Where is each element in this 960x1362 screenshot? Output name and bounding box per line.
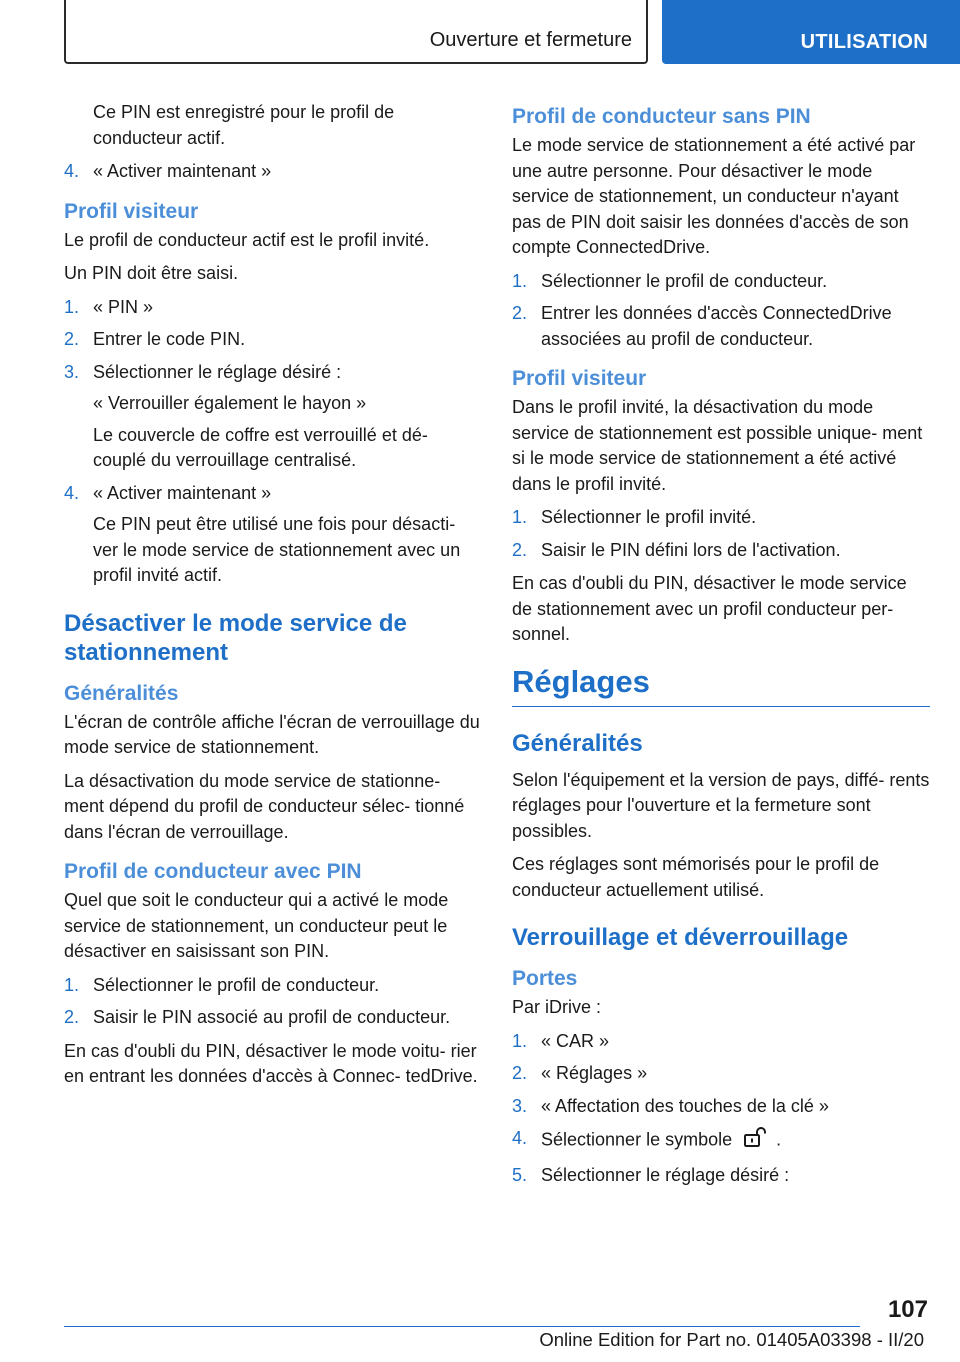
step-text: Sélectionner le profil de conducteur. <box>93 974 380 995</box>
list-item <box>64 327 482 353</box>
header-chapter-box <box>64 0 648 64</box>
list-item <box>64 360 482 474</box>
list-item <box>512 1061 930 1087</box>
general-paragraph-2: Ces réglages sont mémorisés pour le profil de conducteur actuellement utilisé. <box>512 854 880 900</box>
step-sub-text: Ce PIN peut être utilisé une fois pour désacti‐ ver le mode service de stationnement avec un profil invité actif. <box>93 514 461 585</box>
step-number: 1. <box>64 296 80 317</box>
step-number: 4. <box>512 1128 528 1148</box>
no-pin-profile-heading: Profil de conducteur sans PIN <box>512 105 811 128</box>
step-text-tail: . <box>776 1129 782 1150</box>
header-section-tab <box>662 0 960 64</box>
settings-chapter-heading: Réglages <box>512 662 930 707</box>
step-text: Saisir le PIN défini lors de l'activation. <box>541 539 841 560</box>
list-item <box>512 1163 930 1189</box>
pin-profile-heading: Profil de conducteur avec PIN <box>64 860 362 883</box>
step-sub-text: Le couvercle de coffre est verrouillé et dé‐ couplé du verrouillage centralisé. <box>93 424 428 470</box>
list-item <box>512 1126 930 1156</box>
list-item <box>512 1094 930 1120</box>
doors-steps-list <box>512 1029 930 1189</box>
step-number: 1. <box>512 1030 528 1051</box>
step-text: « CAR » <box>541 1030 610 1051</box>
unlock-icon <box>742 1126 768 1156</box>
step-number: 5. <box>512 1164 528 1185</box>
pin-steps-list <box>64 973 482 1031</box>
step-number: 2. <box>64 1007 80 1027</box>
no-pin-paragraph: Le mode service de stationnement a été activé par une autre personne. Pour désactiver le mode service de stationnement, un conducteur n'ayant pas de PIN doit saisir les données d'accès de son compte ConnectedDrive. <box>512 135 916 257</box>
continued-paragraph: Ce PIN est enregistré pour le profil de conducteur actif. <box>93 102 395 148</box>
step-body <box>541 1126 930 1156</box>
visitor-profile-heading: Profil visiteur <box>512 367 647 390</box>
step-number: 4. <box>64 482 80 503</box>
list-item <box>512 505 930 531</box>
step-text: Sélectionner le réglage désiré : <box>93 361 342 382</box>
lock-unlock-heading: Verrouillage et déverrouillage <box>512 924 849 951</box>
step-number: 2. <box>512 1063 528 1083</box>
step-number: 1. <box>64 974 80 995</box>
visitor-profile-heading: Profil visiteur <box>64 199 199 223</box>
step-text: Saisir le PIN associé au profil de conducteur. <box>93 1007 451 1027</box>
list-item <box>512 301 930 352</box>
general-paragraph-2: La désactivation du mode service de stationne‐ ment dépend du profil de conducteur sélec‐ tionné dans l'écran de verrouillage. <box>64 770 465 842</box>
continued-list <box>64 159 482 185</box>
step-text: Entrer le code PIN. <box>93 329 246 349</box>
visitor-paragraph-1: Le profil de conducteur actif est le profil invité. <box>64 229 430 250</box>
list-item <box>64 1005 482 1031</box>
step-number: 2. <box>512 303 528 323</box>
visitor-paragraph-2: Un PIN doit être saisi. <box>64 263 239 283</box>
step-number: 1. <box>512 270 528 291</box>
list-item <box>64 295 482 321</box>
general-heading: Généralités <box>64 681 179 705</box>
pin-paragraph: Quel que soit le conducteur qui a activé le mode service de stationnement, un conducteur peut le désactiver en saisissant son PIN. <box>64 890 449 961</box>
list-item <box>512 1029 930 1055</box>
step-text: « Affectation des touches de la clé » <box>541 1095 829 1116</box>
right-column <box>512 100 930 1196</box>
list-item <box>64 481 482 589</box>
step-text: « PIN » <box>93 296 154 317</box>
header-section-label: UTILISATION <box>800 31 928 53</box>
step-text: Sélectionner le réglage désiré : <box>541 1164 790 1185</box>
step-number: 1. <box>512 507 528 527</box>
doors-heading: Portes <box>512 967 578 990</box>
step-number: 3. <box>512 1095 528 1116</box>
step-text: Sélectionner le profil invité. <box>541 507 757 527</box>
visitor-paragraph: Dans le profil invité, la désactivation du mode service de stationnement est possible unique‐ ment si le mode service de stationnement a été activé dans le profil invité. <box>512 397 923 494</box>
visitor-steps-list <box>64 295 482 589</box>
step-text: Sélectionner le symbole <box>541 1129 733 1150</box>
step-body <box>93 481 482 589</box>
general-heading: Généralités <box>512 729 643 757</box>
header-chapter-title: Ouverture et fermeture <box>429 29 632 51</box>
step-text: « Activer maintenant » <box>93 482 272 503</box>
pin-paragraph-2: En cas d'oubli du PIN, désactiver le mode voitu‐ rier en entrant les données d'accès à Connec‐ tedDrive. <box>64 1040 478 1086</box>
step-body <box>93 360 482 474</box>
doors-paragraph: Par iDrive : <box>512 997 602 1017</box>
list-item <box>512 269 930 295</box>
general-paragraph-1: Selon l'équipement et la version de pays, diffé‐ rents réglages pour l'ouverture et la fermeture sont possibles. <box>512 769 930 841</box>
step-number: 2. <box>512 539 528 560</box>
visitor-paragraph-2: En cas d'oubli du PIN, désactiver le mode service de stationnement avec un profil conducteur per‐ sonnel. <box>512 573 907 644</box>
step-text: Entrer les données d'accès ConnectedDrive associées au profil de conducteur. <box>541 303 892 349</box>
list-item <box>64 159 482 185</box>
deactivate-heading: Désactiver le mode service de stationnement <box>64 609 407 666</box>
footer-edition: Online Edition for Part no. 01405A03398 - II/20 <box>539 1329 924 1350</box>
step-number: 3. <box>64 361 80 382</box>
step-number: 2. <box>64 329 80 349</box>
footer-divider <box>64 1326 860 1327</box>
page-number: 107 <box>887 1296 928 1323</box>
no-pin-steps-list <box>512 269 930 353</box>
step-sub-text: « Verrouiller également le hayon » <box>93 393 367 413</box>
list-item <box>512 538 930 564</box>
step-text: Sélectionner le profil de conducteur. <box>541 270 828 291</box>
visitor-steps-list <box>512 505 930 563</box>
step-number: 4. <box>64 161 80 181</box>
step-text: « Activer maintenant » <box>93 161 272 181</box>
list-item <box>64 973 482 999</box>
step-text: « Réglages » <box>541 1063 648 1083</box>
general-paragraph-1: L'écran de contrôle affiche l'écran de verrouillage du mode service de stationnement. <box>64 711 480 757</box>
left-column <box>64 100 482 1098</box>
